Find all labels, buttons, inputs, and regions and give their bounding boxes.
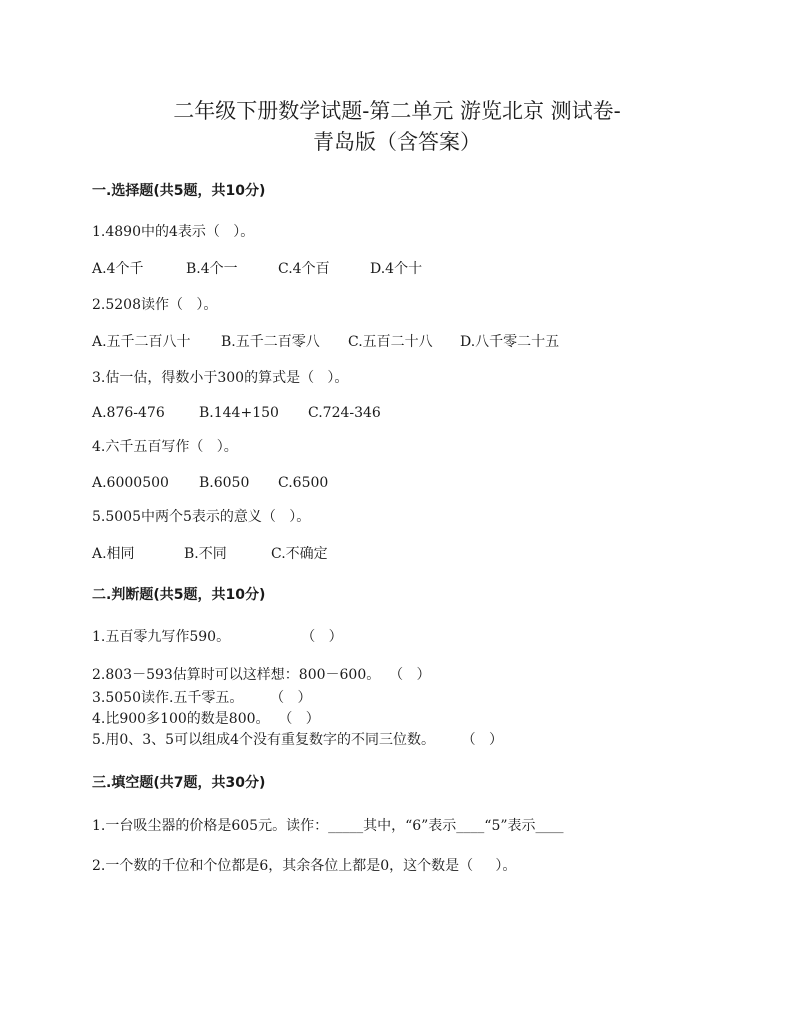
answer-option: C.五百二十八	[348, 334, 433, 350]
question-stem: 4.比900多100的数是800。 （ ）	[92, 711, 320, 727]
page-title-line-1: 二年级下册数学试题-第二单元 游览北京 测试卷-	[173, 99, 621, 123]
answer-option: A.876-476	[92, 405, 165, 421]
answer-option: C.6500	[278, 475, 329, 491]
section-heading-true-false: 二.判断题(共5题，共10分)	[92, 587, 266, 603]
answer-option: C.724-346	[308, 405, 381, 421]
question-stem: 5.用0、3、5可以组成4个没有重复数字的不同三位数。 （ ）	[92, 732, 504, 748]
question-stem: 3.5050读作.五千零五。 （ ）	[92, 690, 312, 706]
answer-option: B.144+150	[199, 405, 279, 421]
question-stem: 1.五百零九写作590。 （ ）	[92, 629, 343, 645]
answer-option: B.五千二百零八	[221, 334, 320, 350]
answer-option: B.6050	[199, 475, 250, 491]
section-heading-fill-in: 三.填空题(共7题，共30分)	[92, 775, 266, 791]
answer-option: B.不同	[184, 546, 227, 562]
answer-option: A.6000500	[92, 475, 169, 491]
answer-option: C.不确定	[271, 546, 328, 562]
answer-option: D.4个十	[370, 261, 423, 277]
question-stem: 2.一个数的千位和个位都是6，其余各位上都是0，这个数是（ ）。	[92, 858, 517, 874]
answer-option: C.4个百	[278, 261, 330, 277]
question-stem: 1.一台吸尘器的价格是605元。读作：_____其中，“6”表示____“5”表示____	[92, 818, 564, 834]
question-stem: 2.5208读作（ ）。	[92, 297, 218, 313]
question-stem: 4.六千五百写作（ ）。	[92, 439, 238, 455]
page-title-line-2: 青岛版（含答案）	[313, 130, 481, 154]
question-stem: 5.5005中两个5表示的意义（ ）。	[92, 509, 311, 525]
answer-option: A.4个千	[92, 261, 144, 277]
answer-option: D.八千零二十五	[460, 334, 560, 350]
answer-option: B.4个一	[186, 261, 238, 277]
answer-option: A.五千二百八十	[92, 334, 191, 350]
answer-option: A.相同	[92, 546, 135, 562]
section-heading-choice: 一.选择题(共5题，共10分)	[92, 183, 266, 199]
question-stem: 2.803－593估算时可以这样想：800－600。 （ ）	[92, 667, 431, 683]
question-stem: 1.4890中的4表示（ ）。	[92, 224, 255, 240]
question-stem: 3.估一估，得数小于300的算式是（ ）。	[92, 370, 349, 386]
